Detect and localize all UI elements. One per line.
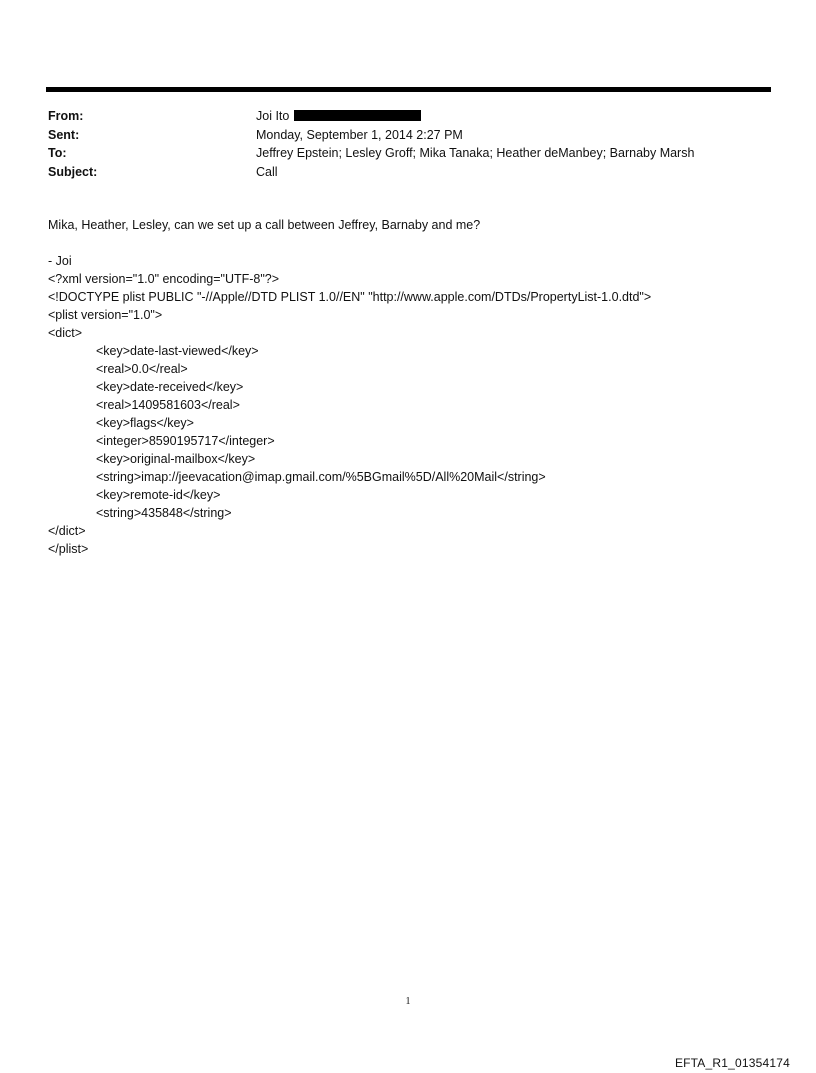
bates-number: EFTA_R1_01354174	[674, 1056, 790, 1070]
plist-entry-line: <key>date-last-viewed</key>	[96, 344, 259, 358]
plist-entry-line: <integer>8590195717</integer>	[96, 434, 275, 448]
plist-entry-line: <key>original-mailbox</key>	[96, 452, 256, 466]
from-value	[256, 107, 421, 126]
plist-open-line: <plist version="1.0">	[48, 308, 163, 322]
email-body	[48, 216, 788, 558]
plist-entry-line: <real>1409581603</real>	[96, 398, 240, 412]
header-divider	[46, 87, 771, 92]
sent-value: Monday, September 1, 2014 2:27 PM	[256, 127, 463, 142]
paragraph-gap	[48, 234, 788, 252]
to-value: Jeffrey Epstein; Lesley Groff; Mika Tanaka; Heather deManbey; Barnaby Marsh	[256, 146, 695, 160]
sent-label: Sent:	[48, 127, 80, 142]
plist-entry-line: <key>remote-id</key>	[96, 488, 221, 502]
plist-entry-line: <key>date-received</key>	[96, 380, 244, 394]
doctype-line: <!DOCTYPE plist PUBLIC "-//Apple//DTD PLIST 1.0//EN" "http://www.apple.com/DTDs/PropertyList-1.0.dtd">	[48, 290, 652, 304]
subject-value: Call	[256, 164, 278, 179]
subject-label: Subject:	[48, 164, 98, 179]
dict-close-line: </dict>	[48, 524, 86, 538]
plist-close-line: </plist>	[48, 542, 89, 556]
plist-entry-line: <real>0.0</real>	[96, 362, 188, 376]
signature: - Joi	[48, 254, 72, 268]
subject-row	[48, 163, 768, 182]
message-text: Mika, Heather, Lesley, can we set up a call between Jeffrey, Barnaby and me?	[48, 218, 481, 232]
sent-row	[48, 126, 768, 145]
dict-open-line: <dict>	[48, 326, 83, 340]
email-header	[48, 107, 768, 181]
plist-entry-line: <key>flags</key>	[96, 416, 194, 430]
xml-declaration-line: <?xml version="1.0" encoding="UTF-8"?>	[48, 272, 280, 286]
from-row	[48, 107, 768, 126]
from-name: Joi Ito	[256, 109, 290, 123]
to-label: To:	[48, 146, 67, 160]
from-label: From:	[48, 109, 84, 123]
redaction-bar	[294, 110, 421, 121]
plist-entry-line: <string>435848</string>	[96, 506, 232, 520]
to-row	[48, 144, 768, 163]
page-number: 1	[405, 996, 411, 1007]
plist-entry-line: <string>imap://jeevacation@imap.gmail.com/%5BGmail%5D/All%20Mail</string>	[96, 470, 546, 484]
